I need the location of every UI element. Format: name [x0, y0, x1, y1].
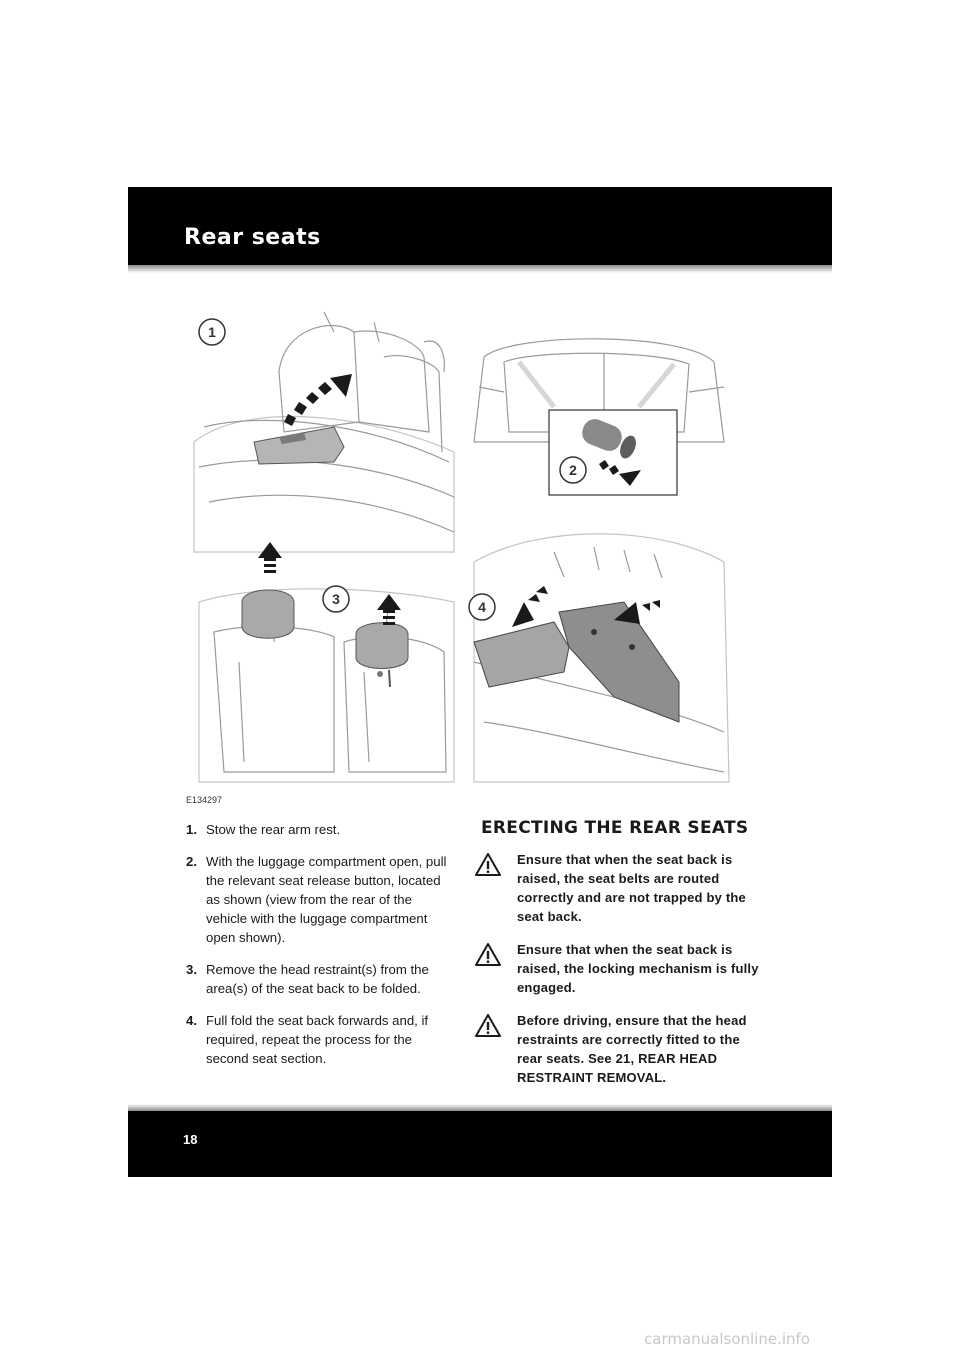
svg-text:3: 3: [332, 591, 340, 607]
fold-steps-list: [186, 820, 451, 1081]
watermark: carmanualsonline.info: [644, 1330, 810, 1348]
step-number: 3.: [186, 962, 197, 977]
step-text: With the luggage compartment open, pull the relevant seat release button, located as shown (view from the rear of the vehicle with the luggage compartment open shown).: [206, 854, 447, 945]
warning-text: Before driving, ensure that the head restraints are correctly fitted to the rear seats. See 21, REAR HEAD RESTRAINT REMOVAL.: [517, 1013, 747, 1085]
warning-item: [474, 1011, 764, 1087]
warning-item: [474, 850, 764, 926]
step-item: [186, 960, 451, 998]
warning-item: [474, 940, 764, 997]
callout-3: [323, 586, 349, 612]
step-text: Stow the rear arm rest.: [206, 822, 341, 837]
seat-folding-illustration: [184, 302, 740, 794]
step-number: 1.: [186, 822, 197, 837]
warning-triangle-icon: [474, 852, 502, 877]
warning-triangle-icon: [474, 1013, 502, 1038]
footer-fade: [128, 1104, 832, 1111]
svg-text:1: 1: [208, 324, 216, 340]
step-number: 4.: [186, 1013, 197, 1028]
section-title: Rear seats: [184, 225, 321, 250]
panel-head-restraints: [199, 589, 454, 782]
step-text: Full fold the seat back forwards and, if required, repeat the process for the second seat section.: [206, 1013, 429, 1066]
callout-2: [560, 457, 586, 483]
callout-4: [469, 594, 495, 620]
step-number: 2.: [186, 854, 197, 869]
svg-text:4: 4: [478, 599, 486, 615]
step-item: [186, 852, 451, 947]
figure-id: E134297: [186, 795, 223, 805]
warning-text: Ensure that when the seat back is raised, the seat belts are routed correctly and are not trapped by the seat back.: [517, 852, 746, 924]
page-number: 18: [183, 1132, 198, 1147]
step-item: [186, 820, 451, 839]
warning-triangle-icon: [474, 942, 502, 967]
warning-text: Ensure that when the seat back is raised, the locking mechanism is fully engaged.: [517, 942, 759, 995]
header-fade: [128, 265, 832, 273]
page-footer: [128, 1110, 832, 1177]
svg-text:2: 2: [569, 462, 577, 478]
step-item: [186, 1011, 451, 1068]
step-text: Remove the head restraint(s) from the area(s) of the seat back to be folded.: [206, 962, 429, 996]
page-header: [128, 187, 832, 267]
section-heading: ERECTING THE REAR SEATS: [481, 818, 749, 838]
callout-1: [199, 319, 225, 345]
warnings-list: [474, 850, 764, 1101]
